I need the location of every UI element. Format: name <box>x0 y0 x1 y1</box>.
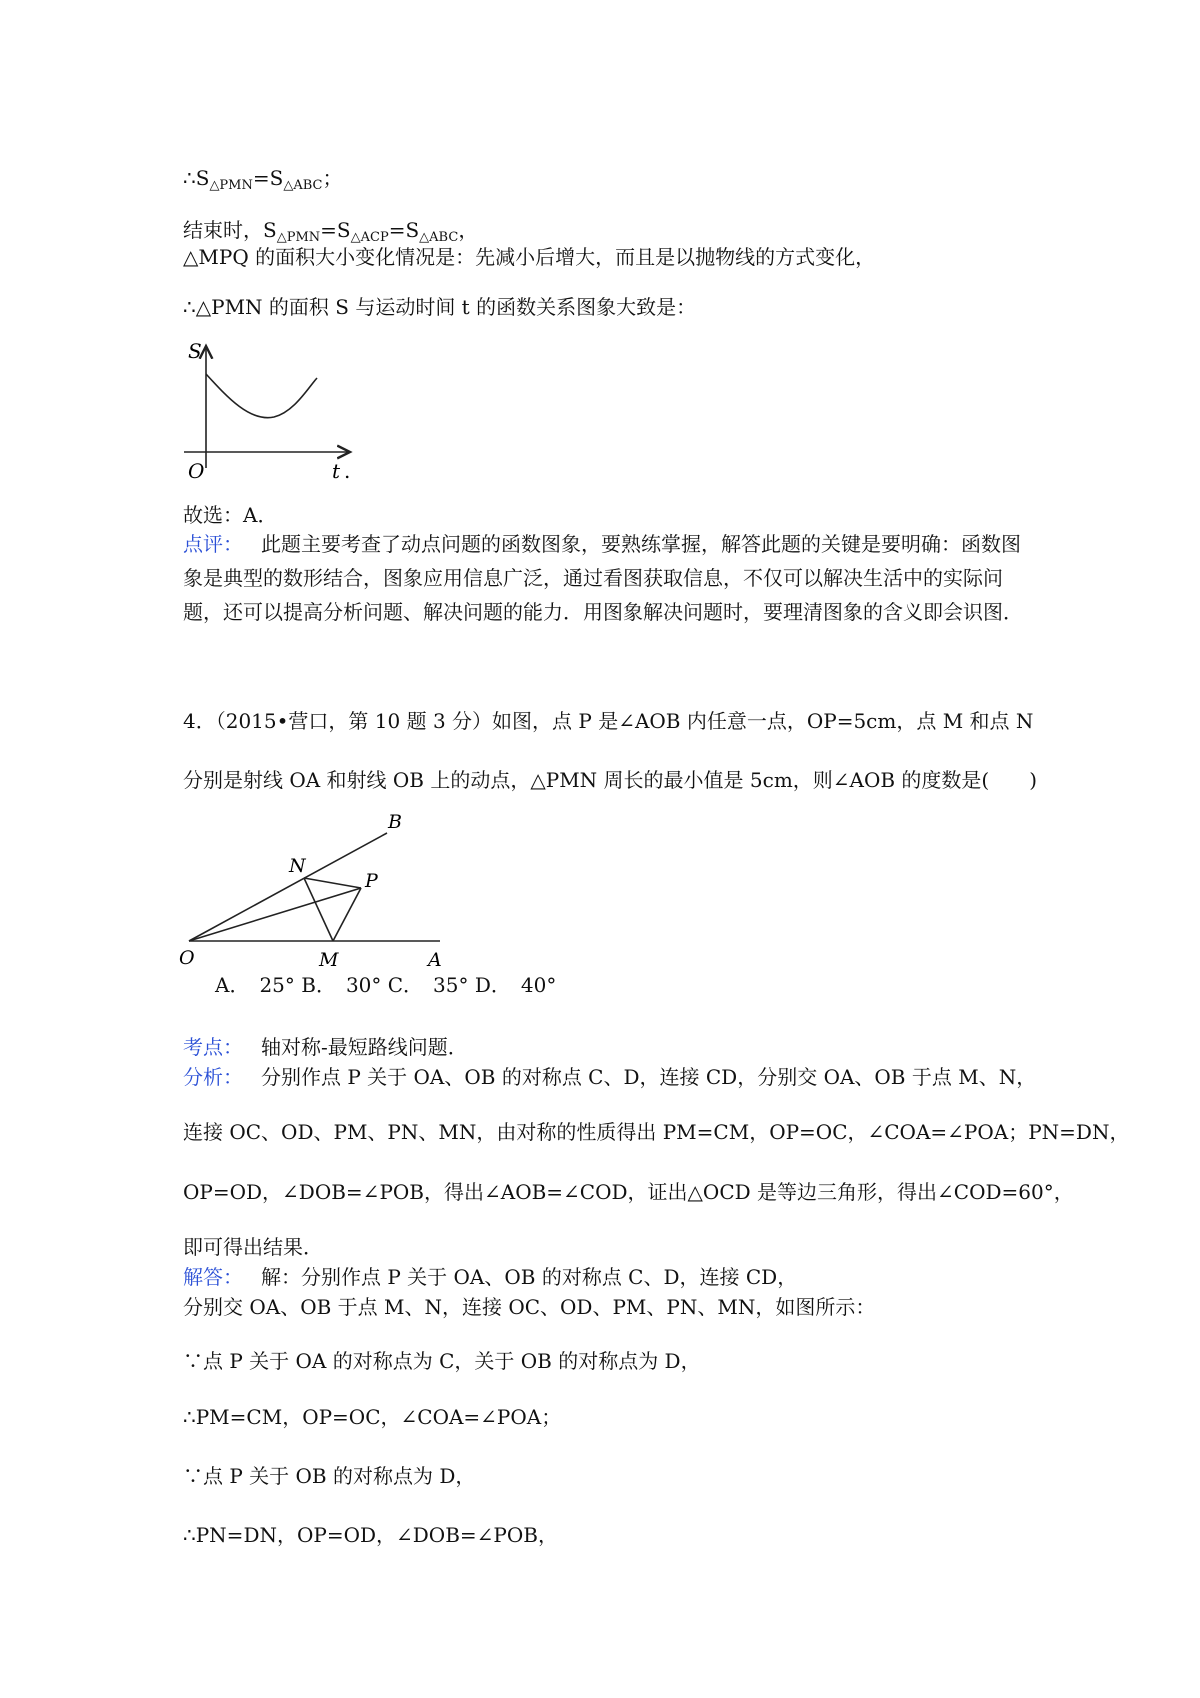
answer-options: A． 25° B． 30° C． 35° D． 40° <box>215 973 557 997</box>
solution-step-1: ∵点 P 关于 OA 的对称点为 C，关于 OB 的对称点为 D， <box>183 1349 701 1373</box>
line-function-graph-intro: ∴△PMN 的面积 S 与运动时间 t 的函数关系图象大致是： <box>183 295 697 319</box>
line-s-pmn-eq-abc: $\therefore S_{\triangle PMN}=S_{\triangle ABC}$； <box>183 166 343 193</box>
label-o: O <box>179 947 195 969</box>
question-4-line-1: 4．（2015•营口，第 10 题 3 分）如图，点 P 是∠AOB 内任意一点，OP=5cm，点 M 和点 N <box>183 709 1034 733</box>
x-axis-label: t <box>332 459 341 483</box>
comment-label: 点评： <box>183 532 243 556</box>
angle-aob-figure <box>175 805 455 975</box>
segment-np <box>304 878 361 888</box>
label-n: N <box>289 855 306 877</box>
question-4-line-2: 分别是射线 OA 和射线 OB 上的动点，△PMN 周长的最小值是 5cm，则∠AOB 的度数是( ) <box>183 768 1038 792</box>
y-axis-label: S <box>188 339 202 363</box>
jieda-label: 解答： <box>183 1265 243 1289</box>
parabola-curve <box>206 374 317 418</box>
segment-nm <box>304 878 333 941</box>
line-end-condition: 结束时，$S_{\triangle PMN}=S_{\triangle ACP}=S_{\triangle ABC}$， <box>183 218 479 245</box>
fenxi-line-4: 即可得出结果． <box>183 1235 323 1259</box>
fenxi-line-2: 连接 OC、OD、PM、PN、MN，由对称的性质得出 PM=CM，OP=OC，∠COA=∠POA；PN=DN， <box>183 1120 1130 1144</box>
comment-text: 此题主要考查了动点问题的函数图象，要熟练掌握，解答此题的关键是要明确：函数图象是典型的数形结合，图象应用信息广泛，通过看图获取信息，不仅可以解决生活中的实际问题，还可以提高分析问题、解决问题的能力．用图象解决问题时，要理清图象的含义即会识图． <box>183 532 1023 624</box>
kaodian-line <box>183 1032 468 1062</box>
label-a: A <box>428 949 442 971</box>
origin-label: O <box>188 459 205 483</box>
fenxi-label: 分析： <box>183 1065 243 1089</box>
kaodian-text: 轴对称-最短路线问题． <box>261 1035 468 1059</box>
label-p: P <box>365 870 378 892</box>
jieda-line-1: 解答： 解：分别作点 P 关于 OA、OB 的对称点 C、D，连接 CD， <box>183 1265 798 1289</box>
kaodian-label: 考点： <box>183 1035 243 1059</box>
line-area-change: △MPQ 的面积大小变化情况是：先减小后增大，而且是以抛物线的方式变化， <box>183 245 876 269</box>
label-b: B <box>388 811 402 833</box>
area-time-graph <box>180 338 360 488</box>
segment-op <box>189 888 361 941</box>
solution-step-3: ∵点 P 关于 OB 的对称点为 D， <box>183 1464 476 1488</box>
jieda-line-2: 分别交 OA、OB 于点 M、N，连接 OC、OD、PM、PN、MN，如图所示： <box>183 1295 876 1319</box>
answer-choice-a: 故选：A． <box>183 503 278 527</box>
solution-step-2: ∴PM=CM，OP=OC，∠COA=∠POA； <box>183 1405 562 1429</box>
label-m: M <box>319 949 339 971</box>
solution-step-4: ∴PN=DN，OP=OD，∠DOB=∠POB， <box>183 1523 558 1547</box>
fenxi-line-1: 分析： 分别作点 P 关于 OA、OB 的对称点 C、D，连接 CD，分别交 OA、OB 于点 M、N， <box>183 1065 1037 1089</box>
comment-paragraph <box>183 527 1033 629</box>
fenxi-line-3: OP=OD，∠DOB=∠POB，得出∠AOB=∠COD，证出△OCD 是等边三角形，得出∠COD=60°， <box>183 1180 1074 1204</box>
graph-trailing-dot: . <box>344 459 351 483</box>
